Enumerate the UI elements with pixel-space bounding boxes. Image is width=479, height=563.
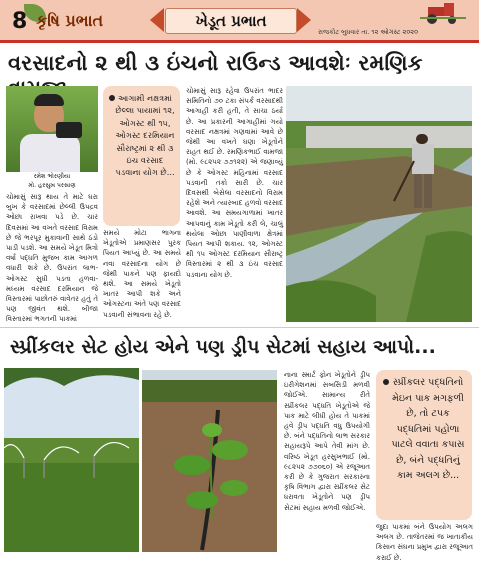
paper-name: ખેડૂત પ્રભાત [195, 12, 267, 30]
headline-2 [0, 332, 479, 366]
photo-shirt [20, 134, 80, 172]
banner-left-cap [150, 8, 164, 32]
article-2-column-2: જુદા પાકમાં બંને ઉપયોગ અલગ અલગ છે. તાજેતરમાં જ ખાતાકીય કિસાન સંઘના પ્રમુખ દ્વારા રજૂઆત કરાઈ છે. [376, 523, 473, 562]
reporter-place: મો. હરસુખ પરસાણ [28, 182, 76, 189]
header-rule [0, 40, 479, 43]
photo-hair [34, 94, 64, 106]
farmer-field-photo [286, 86, 472, 322]
tractor-icon [420, 3, 466, 25]
page-header [0, 0, 479, 40]
callout-box-2 [376, 370, 472, 520]
drip-illustration [142, 370, 277, 552]
article-2-column-1: નાના સ્માર્ટ ફોન ખેડૂતોને ડ્રીપ ઇરીગેશનમાં સબસિડી મળવી જોઈએ. સામાન્ય રીતે સ્પ્રીંકલર પદ્ધતિ ખેડૂતોએ જે પાક માટે લીધી હોય તે પાકમાં હવે ડ્રીપ પદ્ધતિ વધુ ઉપયોગી છે. બંને પદ્ધતિનો લાભ સરકાર સહાયરૂપે આપે તેવી માંગ છે. વરિષ્ઠ ખેડૂત હરસુખભાઈ (મો. ૯૮૨૫૨ ૭૭૦૬૦) એ રજૂઆત કરી છે કે ગુજરાત સરકારના કૃષિ વિભાગ દ્વારા સ્પ્રીંકલર સેટ ધરાવતા ખેડૂતોને પણ ડ્રીપ સેટમાં સહાય મળવી જોઈએ. [284, 371, 370, 512]
field-illustration [286, 86, 472, 322]
banner-right-cap [297, 8, 311, 32]
article-1-column-1: ચોમાસું સારૂ થાય તે માટે ઘરા બુખ કે વરસાદમાં છેલ્લી ઉપદ્રવ ઓછા રાખવા પડે છે. ચાર દિવસમાં આ વખતે વરસાદ વિરામ છે જે ભરપૂર મુકાવાની સાથે ઠંડો પાડી પડશે. આ સમયે ખેડૂત મિત્રો વર્ષા પદ્ધતિ મુજબ કામ આગળ વધારી શકે છે. ઉપરાંત લાભ-ઓગસ્ટ સુધી પડતા હળવા-મધ્યમ વરસાદ દરમિયાન જે વિસ્તારમાં પાછોતરું વાવેતર હતું તે પણ જીવંત થશે. બીજા વિસ્તારમાં ભગતની પાકમાં [6, 193, 98, 324]
article-1-column-2: ચોમાસું સારૂ રહેવા ઉપરાંત ભાદર સમિતિનો ૭૦ ટકા સંપર્ક વરસાદથી આગાહી કરી હતી, તે સાચા ઠર્યા છે. આ પ્રકારની આગાહીમાં ગયો વરસાદ નક્ષત્રમાં ગણવામાં આવે છે જેથી આ વખતે ઘણા ખેડૂતોને રાહત થઈ છે. રમણિકભાઈ વામજા (મો. ૯૮૨૫૨ ૭૭૧૨૨) એ જણાવ્યું છે કે ઓગસ્ટ મહિનામાં વરસાદ પડવાની તકો સારી છે. ચાર દિવસથી બેસેલા વરસાદનો વિરામ રહેશે અને ત્યારબાદ હળવો વરસાદ આવશે. આ સમયગાળામાં ખાતર આપવાનું કામ ખેડૂતો કરી લે, ચાલું થયેલા ઓછા પાણીવાળા ક્ષેત્રમાં પિયત આપી શકાય. ૧૨, ઓગસ્ટ થી ૧૫ ઓગસ્ટ દરમિયાન સૌરાષ્ટ્ર વિસ્તારમાં ૨ થી ૩ ઇંચ વરસાદ પડવાના યોગ છે. [186, 87, 283, 279]
article-1-column-3: સમયે મોટા ભાગના ખેડૂતોએ પ્રમાણસર પુરક પિયત આપ્યું છે. આ સમયે નવા વરસાદના યોગ છે જેથી પાકને પણ ફાયદો થશે. આ સમયે ખેડૂતો ખાતર આપી શકે અને ઓગસ્ટના અંતે પણ વરસાદ પડવાની સંભાવના રહે છે. [103, 229, 181, 319]
headline-2-text: સ્પ્રીંકલર સેટ હોય એને પણ ડ્રીપ સેટમાં સહાય આપો... [10, 336, 436, 358]
reporter-name: રમેશ ભોરણીયા [33, 173, 71, 180]
section-title: કૃષિ પ્રભાત [36, 11, 104, 30]
section-divider [0, 327, 479, 328]
page-number: 8 [12, 9, 28, 34]
headline-1-text: વરસાદનો ૨ થી ૩ ઇંચનો રાઉન્ડ આવશેઃ રમણિક [8, 51, 423, 75]
reporter-photo [6, 86, 98, 172]
sprinkler-photo [4, 368, 139, 552]
paper-name-banner [165, 8, 297, 34]
reporter-caption [6, 172, 98, 190]
callout-box-1 [103, 86, 180, 226]
callout-1-text: આગામી નક્ષત્રમાં છેલ્લા પાયામાં ૧૨, ઓગસ્ટ થી ૧૫, ઓગસ્ટ દરમિયાન સૌરાષ્ટ્રમાં ૨ થી ૩ ઇંચ વરસાદ પડવાના યોગ છે... [115, 93, 175, 178]
sprinkler-illustration [4, 368, 139, 552]
dateline: રાજકોટ બુધવાર તા. ૧૨ ઓગસ્ટ ૨૦૨૦ [318, 28, 418, 36]
headline-1 [0, 47, 479, 81]
drip-irrigation-photo [142, 370, 277, 552]
callout-2-text: સ્પ્રીંકલર પદ્ધતિનો મેઇન પાક મગફળી છે, તો ટપક પદ્ધતિમાં પહોળા પાટલે વવાતા કપાસ છે, બંને પદ્ધતિનું કામ અલગ છે... [391, 377, 465, 481]
camera-icon [56, 122, 82, 138]
